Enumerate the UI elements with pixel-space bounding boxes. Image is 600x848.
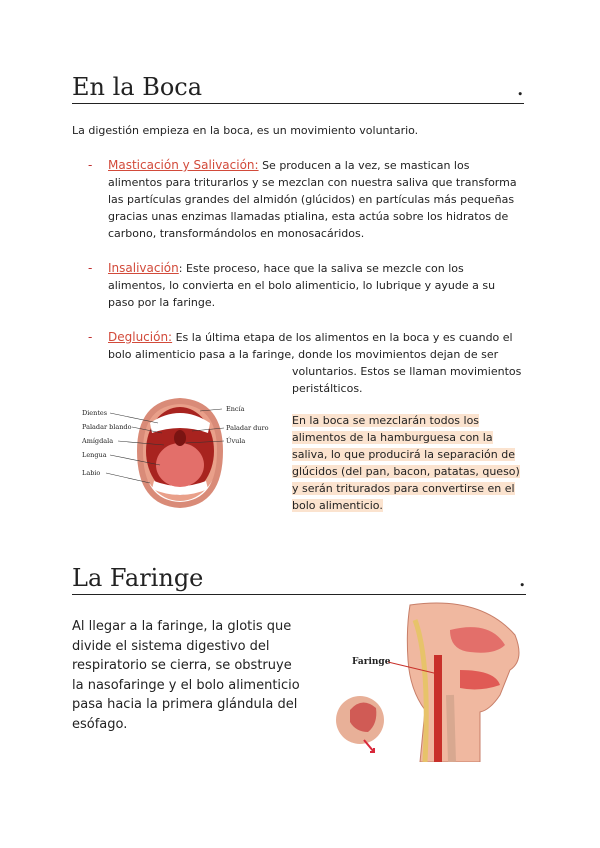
- label-paladar-duro: Paladar duro: [226, 424, 269, 432]
- label-paladar-blando: Paladar blando: [82, 423, 132, 431]
- term-deglucion: Deglución:: [108, 330, 173, 344]
- label-faringe: Faringe: [352, 657, 391, 667]
- list-item-masticacion: [88, 157, 522, 242]
- section-title-text: La Faringe: [72, 564, 204, 592]
- list-item-deglucion: [88, 329, 522, 363]
- label-labio: Labio: [82, 469, 101, 477]
- pharynx-diagram: [330, 600, 530, 762]
- label-dientes: Dientes: [82, 409, 108, 417]
- mouth-diagram: [80, 393, 280, 515]
- label-uvula: Úvula: [226, 437, 246, 445]
- section-title-boca: [72, 72, 524, 104]
- label-lengua: Lengua: [82, 451, 107, 459]
- section-title-dot: .: [518, 564, 526, 592]
- highlight-paragraph: [292, 412, 528, 514]
- faringe-paragraph: Al llegar a la faringe, la glotis que divide el sistema digestivo del respiratorio se cierra, se obstruye la nasofaringe y el bolo alimenticio pasa hacia la primera glándula del esófago.: [72, 619, 300, 732]
- section-title-text: En la Boca: [72, 73, 203, 101]
- bullet-dash: -: [88, 330, 93, 344]
- item-text: Es la última etapa de los alimentos en la boca y es cuando el bolo alimenticio pasa a la faringe, donde los movimientos dejan de ser: [108, 331, 513, 361]
- section-title-dot: .: [516, 73, 524, 101]
- label-amigdala: Amígdala: [82, 437, 114, 445]
- item-text: Se producen a la vez, se mastican los alimentos para triturarlos y se mezclan con nuestra saliva que transforma las partículas grandes del almidón (glúcidos) en partículas más pequeñas gracias unas enzimas llamadas ptialina, esta actúa sobre los hidratos de carbono, transformándolos en monosacáridos.: [108, 159, 517, 240]
- section-title-faringe: [72, 563, 526, 595]
- mouth-illustration: [80, 393, 280, 515]
- term-insalivacion: Insalivación: [108, 261, 179, 275]
- pharynx-illustration: [330, 600, 530, 762]
- bullet-dash: -: [88, 158, 93, 172]
- item-text-continued: voluntarios. Estos se llaman movimientos peristálticos.: [292, 365, 522, 395]
- list-item-insalivacion: [88, 260, 522, 311]
- label-encia: Encía: [226, 405, 245, 413]
- highlight-text: En la boca se mezclarán todos los alimentos de la hamburguesa con la saliva, lo que producirá la separación de glúcidos (del pan, bacon, patatas, queso) y serán triturados para convertirse en el bolo alimenticio.: [292, 414, 520, 512]
- term-masticacion: Masticación y Salivación:: [108, 158, 259, 172]
- bullet-dash: -: [88, 261, 93, 275]
- intro-text: La digestión empieza en la boca, es un movimiento voluntario.: [72, 124, 419, 137]
- item-text: : Este proceso, hace que la saliva se mezcle con los alimentos, lo convierta en el bolo alimenticio, lo lubrique y ayude a su paso por la faringe.: [108, 262, 496, 309]
